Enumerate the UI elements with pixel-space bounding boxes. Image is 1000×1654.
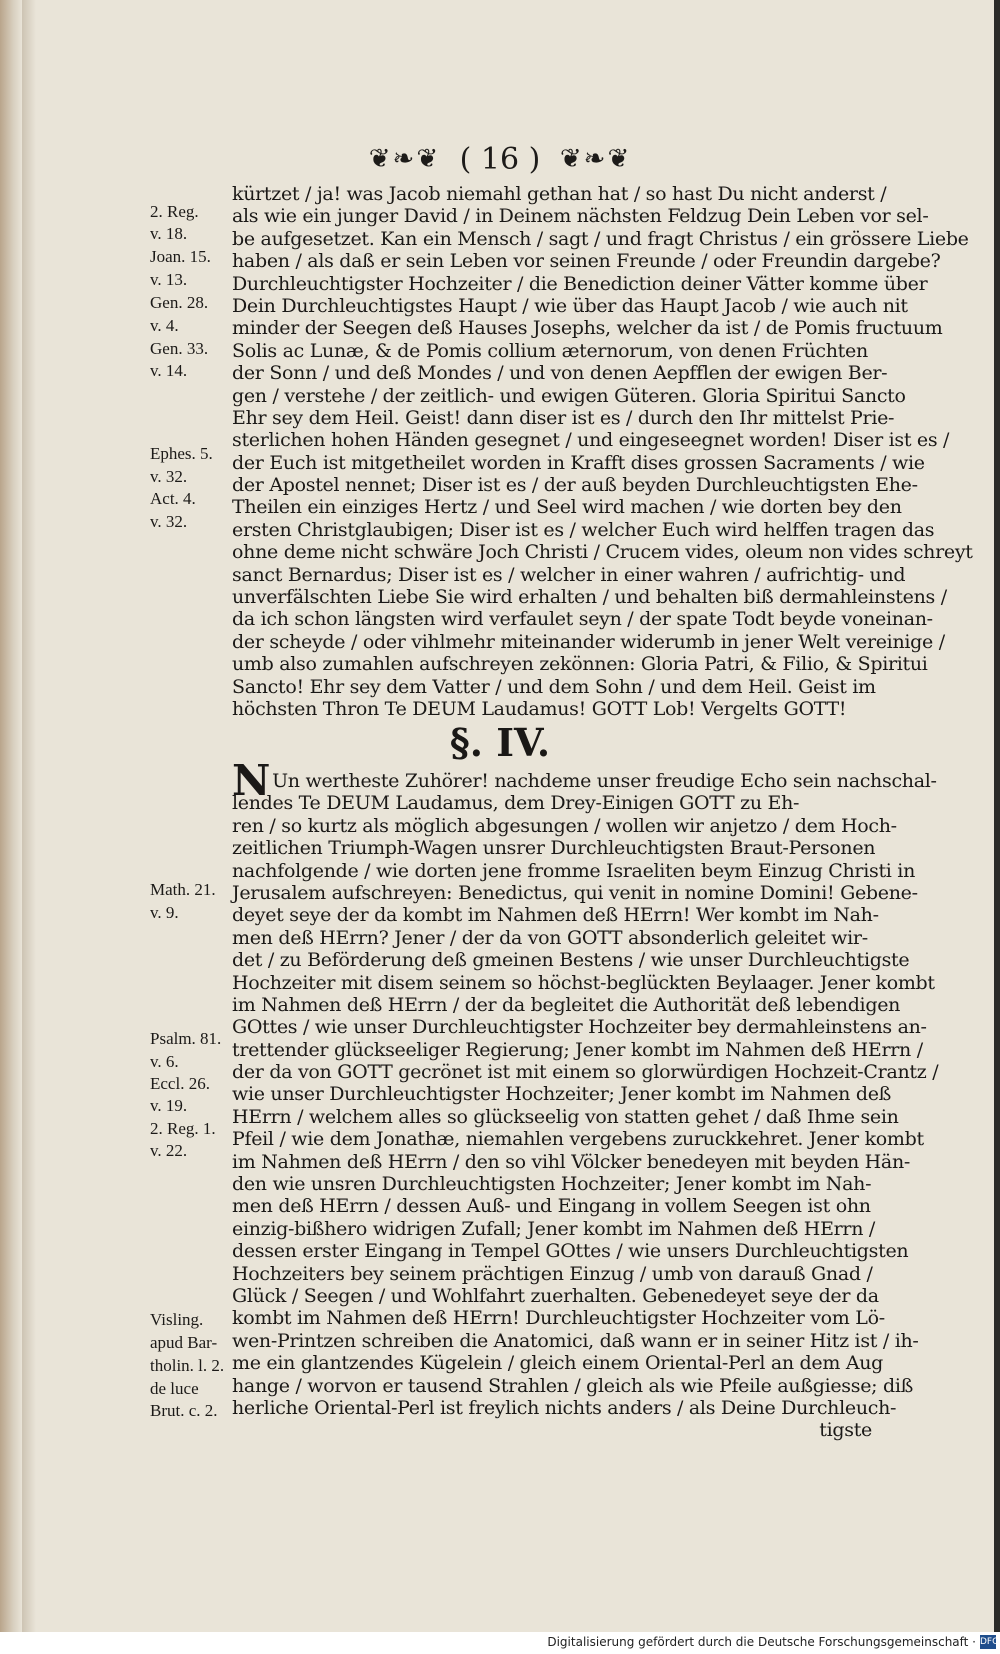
margin-note: 2. Reg. 1. bbox=[150, 1119, 216, 1138]
dfg-logo-icon: DFG bbox=[980, 1637, 1000, 1647]
text-line: Solis ac Lunæ, & de Pomis collium æternorum, von denen Früchten bbox=[232, 339, 868, 362]
text-line: Glück / Seegen / und Wohlfahrt zuerhalten. Gebenedeyet seye der da bbox=[232, 1284, 879, 1307]
text-line: den wie unsren Durchleuchtigsten Hochzeiter; Jener kombt im Nah- bbox=[232, 1173, 872, 1196]
catchword: tigste bbox=[819, 1419, 872, 1442]
text-line: Dein Durchleuchtigstes Haupt / wie über das Haupt Jacob / wie auch nit bbox=[232, 294, 908, 317]
ornament-left-icon: ❦❧❦ bbox=[368, 144, 441, 174]
text-line: men deß HErrn? Jener / der da von GOTT absonderlich geleitet wir- bbox=[232, 926, 868, 949]
margin-note: v. 4. bbox=[150, 316, 179, 335]
text-line: Hochzeiter mit disem seinem so höchst-beglückten Beylaager. Jener kombt bbox=[232, 971, 935, 994]
margin-note: Ephes. 5. bbox=[150, 444, 213, 463]
text-line: Pfeil / wie dem Jonathæ, niemahlen vergebens zuruckkehret. Jener kombt bbox=[232, 1128, 924, 1151]
margin-note: Eccl. 26. bbox=[150, 1074, 210, 1093]
text-line: ohne deme nicht schwäre Joch Christi / Crucem vides, oleum non vides schreyt bbox=[232, 541, 973, 564]
text-line: men deß HErrn / dessen Auß- und Eingang in vollem Seegen ist ohn bbox=[232, 1195, 871, 1218]
text-line: Jerusalem aufschreyen: Benedictus, qui venit in nomine Domini! Gebene- bbox=[232, 881, 918, 904]
text-line: Theilen ein einziges Hertz / und Seel wird machen / wie dorten bey den bbox=[232, 496, 902, 519]
margin-note: Joan. 15. bbox=[150, 247, 211, 266]
text-line: trettender glückseeliger Regierung; Jener kombt im Nahmen deß HErrn / bbox=[232, 1038, 923, 1061]
text-line: lendes Te DEUM Laudamus, dem Drey-Einigen GOTT zu Eh- bbox=[232, 792, 800, 815]
text-line: ersten Christglaubigen; Diser ist es / welcher Euch wird helffen tragen das bbox=[232, 518, 935, 541]
margin-note: apud Bar- bbox=[150, 1333, 218, 1352]
margin-note: v. 18. bbox=[150, 224, 188, 243]
page-fold-shadow bbox=[22, 0, 36, 1632]
section-title: §. IV. bbox=[449, 720, 551, 765]
text-line: Hochzeiters bey seinem prächtigen Einzug / umb von darauß Gnad / bbox=[232, 1262, 873, 1285]
text-line: im Nahmen deß HErrn / den so vihl Völcker benedeyen mit beyden Hän- bbox=[232, 1150, 911, 1173]
paragraph-section-4 bbox=[232, 756, 939, 1442]
text-line: der da von GOTT gecrönet ist mit einem so glorwürdigen Hochzeit-Crantz / bbox=[232, 1061, 939, 1084]
margin-note: v. 13. bbox=[150, 270, 188, 289]
page-edge bbox=[0, 0, 22, 1632]
text-line: der scheyde / oder vihlmehr miteinander widerumb in jener Welt vereinige / bbox=[232, 630, 945, 653]
margin-note: Brut. c. 2. bbox=[150, 1401, 218, 1420]
text-line: im Nahmen deß HErrn / der da begleitet die Authorität deß lebendigen bbox=[232, 993, 901, 1016]
margin-note: Visling. bbox=[150, 1310, 204, 1329]
text-line: als wie ein junger David / in Deinem nächsten Feldzug Dein Leben vor sel- bbox=[232, 205, 929, 228]
text-line: Sancto! Ehr sey dem Vatter / und dem Sohn / und dem Heil. Geist im bbox=[232, 675, 876, 698]
text-line: unverfälschten Liebe Sie wird erhalten / und behalten biß dermahleinstens / bbox=[232, 586, 947, 609]
text-line: ren / so kurtz als möglich abgesungen / wollen wir anjetzo / dem Hoch- bbox=[232, 814, 897, 837]
text-line: zeitlichen Triumph-Wagen unsrer Durchleuchtigsten Braut-Personen bbox=[232, 837, 876, 860]
margin-note: v. 6. bbox=[150, 1052, 179, 1071]
text-line: kürtzet / ja! was Jacob niemahl gethan hat / so hast Du nicht anderst / bbox=[232, 183, 887, 205]
text-line: Ehr sey dem Heil. Geist! dann diser ist es / durch den Ihr mittelst Prie- bbox=[232, 406, 895, 429]
margin-note: Gen. 33. bbox=[150, 339, 209, 358]
text-line-content: Un wertheste Zuhörer! nachdeme unser freudige Echo sein nachschal- bbox=[272, 770, 937, 792]
page-number: ( 16 ) bbox=[459, 141, 541, 177]
margin-note: Act. 4. bbox=[150, 489, 196, 508]
margin-note: de luce bbox=[150, 1379, 199, 1398]
paragraph-continued bbox=[232, 183, 973, 720]
text-line: deyet seye der da kombt im Nahmen deß HErrn! Wer kombt im Nah- bbox=[232, 904, 879, 927]
text-line: GOttes / wie unser Durchleuchtigster Hochzeiter bey dermahleinstens an- bbox=[232, 1016, 927, 1039]
text-line: haben / als daß er sein Leben vor seinen Freunde / oder Freundin dargebe? bbox=[232, 250, 941, 273]
text-line: umb also zumahlen aufschreyen zekönnen: Gloria Patri, & Filio, & Spiritui bbox=[232, 653, 928, 676]
margin-note: 2. Reg. bbox=[150, 202, 199, 221]
text-line: me ein glantzendes Kügelein / gleich einem Oriental-Perl an dem Aug bbox=[232, 1352, 884, 1375]
margin-note: v. 32. bbox=[150, 512, 188, 531]
margin-note: v. 14. bbox=[150, 361, 188, 380]
text-line: höchsten Thron Te DEUM Laudamus! GOTT Lob! Vergelts GOTT! bbox=[232, 697, 847, 720]
drop-cap: N bbox=[232, 756, 271, 805]
text-line: da ich schon längsten wird verfaulet seyn / der spate Todt beyde voneinan- bbox=[232, 608, 933, 631]
page-header bbox=[0, 140, 1000, 177]
margin-note: v. 22. bbox=[150, 1141, 188, 1160]
margin-note: Math. 21. bbox=[150, 880, 216, 899]
text-line: wen-Printzen schreiben die Anatomici, daß wann er in seiner Hitz ist / ih- bbox=[232, 1329, 919, 1352]
margin-note: Gen. 28. bbox=[150, 293, 209, 312]
text-line: einzig-bißhero widrigen Zufall; Jener kombt im Nahmen deß HErrn / bbox=[232, 1217, 875, 1240]
text-line: minder der Seegen deß Hauses Josephs, welcher da ist / de Pomis fructuum bbox=[232, 317, 943, 340]
text-line: dessen erster Eingang in Tempel GOttes / wie unsers Durchleuchtigsten bbox=[232, 1240, 909, 1263]
ornament-right-icon: ❦❧❦ bbox=[559, 144, 632, 174]
text-line: nachfolgende / wie dorten jene fromme Israeliten beym Einzug Christi in bbox=[232, 859, 916, 882]
text-line: Durchleuchtigster Hochzeiter / die Benediction deiner Vätter komme über bbox=[232, 272, 928, 295]
footer-bar bbox=[0, 1632, 1000, 1654]
text-line: hange / worvon er tausend Strahlen / gleich als wie Pfeile außgiesse; diß bbox=[232, 1374, 914, 1397]
margin-note: v. 19. bbox=[150, 1096, 188, 1115]
text-line: HErrn / welchem alles so glückseelig von statten gehet / daß Ihme sein bbox=[232, 1105, 899, 1128]
margin-note: tholin. l. 2. bbox=[150, 1356, 225, 1375]
footer-credit: Digitalisierung gefördert durch die Deutsche Forschungsgemeinschaft · bbox=[547, 1635, 976, 1649]
text-line: der Sonn / und deß Mondes / und von denen Aepfflen der ewigen Ber- bbox=[232, 362, 888, 385]
text-line: der Euch ist mitgetheilet worden in Krafft dises grossen Sacraments / wie bbox=[232, 451, 925, 474]
text-line: herliche Oriental-Perl ist freylich nichts anders / als Deine Durchleuch- bbox=[232, 1396, 897, 1419]
text-line: be aufgesetzet. Kan ein Mensch / sagt / und fragt Christus / ein grössere Liebe bbox=[232, 227, 969, 250]
text-line: gen / verstehe / der zeitlich- und ewigen Güteren. Gloria Spiritui Sancto bbox=[232, 384, 906, 407]
text-line: sanct Bernardus; Diser ist es / welcher in einer wahren / aufrichtig- und bbox=[232, 563, 906, 586]
margin-note: v. 9. bbox=[150, 903, 179, 922]
text-line: kombt im Nahmen deß HErrn! Durchleuchtigster Hochzeiter vom Lö- bbox=[232, 1307, 885, 1330]
text-line: det / zu Beförderung deß gmeinen Bestens / wie unser Durchleuchtigste bbox=[232, 949, 910, 972]
text-line: der Apostel nennet; Diser ist es / der auß beyden Durchleuchtigsten Ehe- bbox=[232, 474, 918, 497]
text-line: wie unser Durchleuchtigster Hochzeiter; Jener kombt im Nahmen deß bbox=[232, 1083, 892, 1106]
text-line: sterlichen hohen Händen gesegnet / und eingeseegnet worden! Diser ist es / bbox=[232, 429, 950, 452]
margin-note: v. 32. bbox=[150, 467, 188, 486]
margin-note: Psalm. 81. bbox=[150, 1029, 222, 1048]
